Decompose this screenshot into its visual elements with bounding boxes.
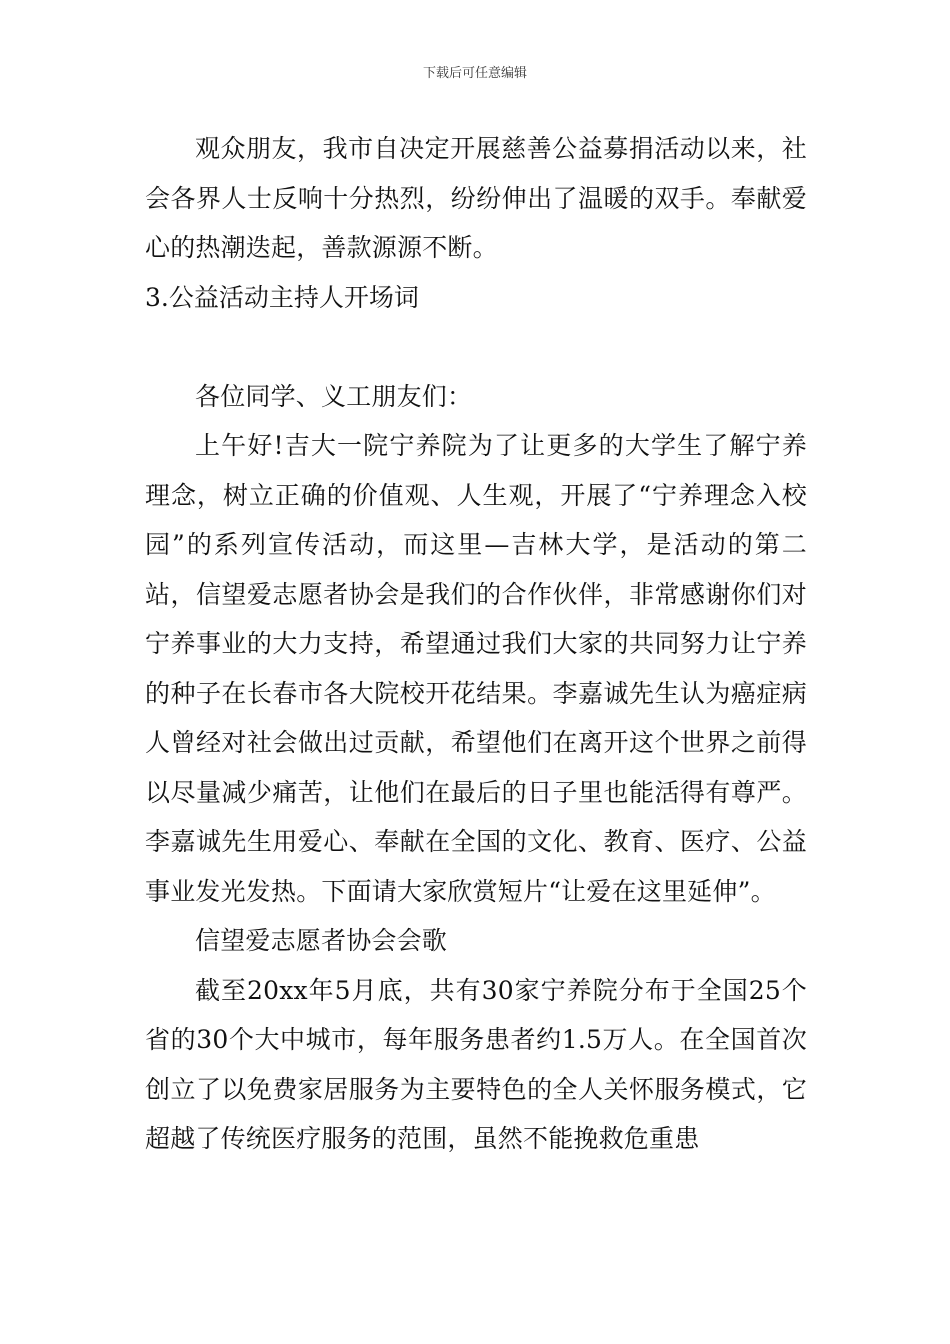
paragraph-charity-intro: 观众朋友，我市自决定开展慈善公益募捐活动以来，社会各界人士反响十分热烈，纷纷伸出了温暖的双手。奉献爱心的热潮迭起，善款源源不断。: [145, 134, 807, 262]
greeting-line: 各位同学、义工朋友们：: [195, 381, 473, 411]
song-title-line: 信望爱志愿者协会会歌: [195, 926, 448, 955]
section-heading: 3.公益活动主持人开场词: [145, 282, 419, 312]
page-header-note: 下载后可任意编辑: [422, 66, 527, 81]
paragraph-opening-speech: 上午好!吉大一院宁养院为了让更多的大学生了解宁养理念，树立正确的价值观、人生观，开展了“宁养理念入校园”的系列宣传活动，而这里—吉林大学，是活动的第二站，信望爱志愿者协会是我们的合作伙伴，非常感谢你们对宁养事业的大力支持，希望通过我们大家的共同努力让宁养的种子在长春市各大院校开花结果。李嘉诚先生认为癌症病人曾经对社会做出过贡献，希望他们在离开这个世界之前得以尽量减少痛苦，让他们在最后的日子里也能活得有尊严。李嘉诚先生用爱心、奉献在全国的文化、教育、医疗、公益事业发光发热。下面请大家欣赏短片“让爱在这里延伸”。: [145, 431, 807, 906]
document-body: [145, 124, 807, 1164]
paragraph-hospice-stats: 截至20xx年5月底，共有30家宁养院分布于全国25个省的30个大中城市，每年服务患者约1.5万人。在全国首次创立了以免费家居服务为主要特色的全人关怀服务模式，它超越了传统医疗服务的范围，虽然不能挽救危重患: [145, 975, 807, 1153]
blank-line: [145, 322, 807, 372]
